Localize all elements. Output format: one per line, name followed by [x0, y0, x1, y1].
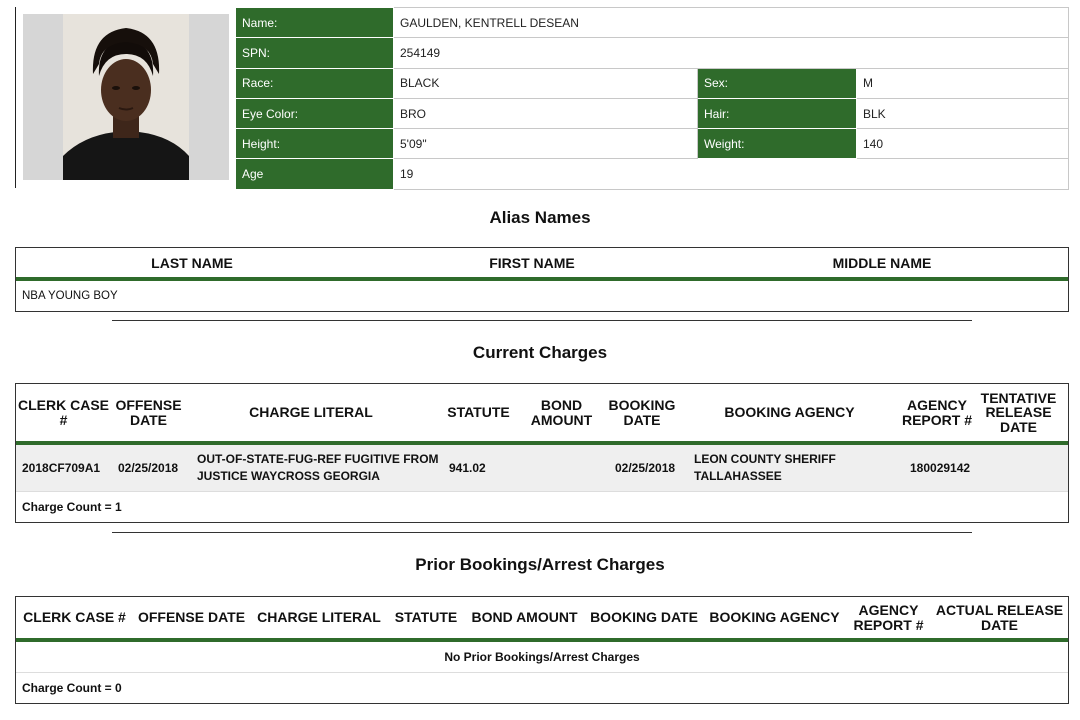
cc-charge-literal: OUT-OF-STATE-FUG-REF FUGITIVE FROM JUSTICE WAYCROSS GEORGIA — [197, 452, 439, 483]
row-eye-hair — [236, 98, 1069, 128]
cc-col-release-date: TENTATIVE RELEASE DATE — [980, 389, 1057, 435]
cc-col-booking-agency: BOOKING AGENCY — [724, 404, 855, 421]
prior-charge-count: Charge Count = 0 — [22, 681, 122, 695]
cc-statute: 941.02 — [449, 460, 486, 475]
cc-agency-report: 180029142 — [910, 460, 971, 475]
pb-col-offense-date: OFFENSE DATE — [137, 609, 246, 626]
cc-col-charge-literal: CHARGE LITERAL — [249, 404, 373, 421]
cc-col-agency-report: AGENCY REPORT # — [901, 397, 972, 428]
pb-col-agency-report: AGENCY REPORT # — [853, 602, 924, 633]
weight-label: Weight: — [698, 129, 857, 159]
cc-clerk-case: 2018CF709A1 — [22, 460, 101, 475]
name-label: Name: — [236, 8, 394, 38]
divider — [112, 320, 972, 321]
cc-col-offense-date: OFFENSE DATE — [115, 397, 182, 428]
booking-photo — [23, 14, 229, 180]
alias-col-last: LAST NAME — [151, 254, 233, 271]
row-spn — [236, 38, 1069, 68]
prior-bookings-table — [15, 596, 1069, 704]
current-charges-header-row — [16, 384, 1068, 441]
pb-col-charge-literal: CHARGE LITERAL — [257, 609, 381, 626]
current-charges-title: Current Charges — [472, 343, 608, 362]
cc-col-statute: STATUTE — [447, 404, 510, 421]
height-value: 5'09" — [394, 129, 698, 159]
alias-col-first: FIRST NAME — [489, 254, 575, 271]
row-race-sex — [236, 68, 1069, 98]
pb-col-release-date: ACTUAL RELEASE DATE — [935, 602, 1064, 633]
prior-bookings-title: Prior Bookings/Arrest Charges — [415, 555, 665, 574]
alias-table — [15, 247, 1069, 312]
row-height-weight — [236, 129, 1069, 159]
cc-col-bond-amount: BOND AMOUNT — [530, 397, 593, 428]
current-charge-count: Charge Count = 1 — [22, 500, 122, 514]
name-value: GAULDEN, KENTRELL DESEAN — [394, 8, 1069, 38]
weight-value: 140 — [857, 129, 1069, 159]
pb-col-bond-amount: BOND AMOUNT — [471, 609, 578, 626]
no-prior-message: No Prior Bookings/Arrest Charges — [16, 642, 1068, 673]
eye-label: Eye Color: — [236, 98, 394, 128]
alias-title: Alias Names — [489, 208, 591, 227]
race-label: Race: — [236, 68, 394, 98]
person-info-table — [235, 7, 1069, 190]
sex-value: M — [857, 68, 1069, 98]
pb-col-clerk-case: CLERK CASE # — [23, 609, 126, 626]
prior-header-row — [16, 597, 1068, 638]
spn-value: 254149 — [394, 38, 1069, 68]
age-label: Age — [236, 159, 394, 189]
sex-label: Sex: — [698, 68, 857, 98]
pb-col-booking-date: BOOKING DATE — [590, 609, 698, 626]
height-label: Height: — [236, 129, 394, 159]
alias-header-row — [16, 248, 1068, 277]
hair-value: BLK — [857, 98, 1069, 128]
pb-col-statute: STATUTE — [394, 609, 458, 626]
table-row — [16, 445, 1068, 492]
cc-col-clerk-case: CLERK CASE # — [17, 397, 109, 428]
spn-label: SPN: — [236, 38, 394, 68]
hair-label: Hair: — [698, 98, 857, 128]
cc-offense-date: 02/25/2018 — [118, 460, 179, 475]
photo-frame — [15, 7, 235, 188]
cc-booking-agency: LEON COUNTY SHERIFF TALLAHASSEE — [694, 452, 836, 483]
row-age — [236, 159, 1069, 189]
current-charges-table — [15, 383, 1069, 523]
pb-col-booking-agency: BOOKING AGENCY — [709, 609, 840, 626]
alias-col-middle: MIDDLE NAME — [832, 254, 932, 271]
row-name — [236, 8, 1069, 38]
divider — [112, 532, 972, 533]
race-value: BLACK — [394, 68, 698, 98]
cc-col-booking-date: BOOKING DATE — [608, 397, 676, 428]
table-row — [16, 281, 1068, 311]
age-value: 19 — [394, 159, 1069, 189]
alias-last-name: NBA YOUNG BOY — [22, 290, 118, 302]
eye-value: BRO — [394, 98, 698, 128]
cc-booking-date: 02/25/2018 — [615, 460, 676, 475]
